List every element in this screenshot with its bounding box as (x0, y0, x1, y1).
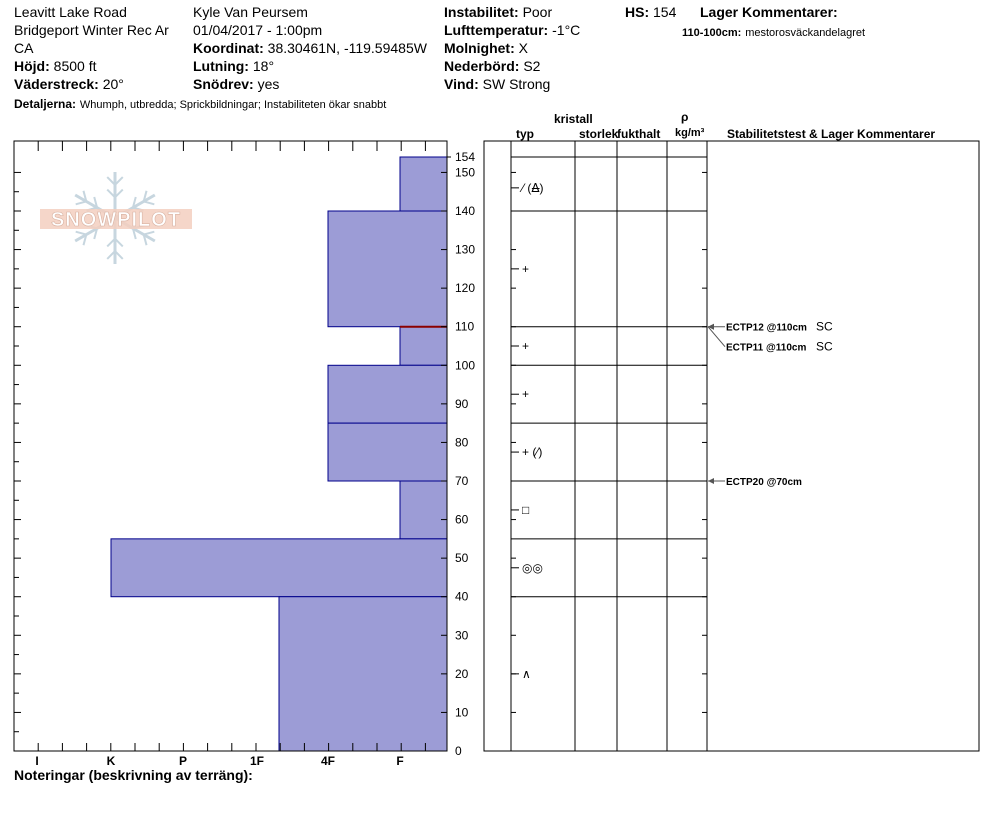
hardness-axis-label: P (178, 754, 188, 768)
depth-tick-label: 70 (455, 474, 469, 488)
hardness-layer-bar (400, 157, 447, 211)
location-name: Leavitt Lake Road (14, 4, 127, 20)
hardness-layer-bar (400, 327, 447, 366)
crystal-symbol: ⁄ (ᐃ̶) (522, 180, 544, 195)
logo-flake-branch (76, 232, 87, 235)
depth-tick-label: 130 (455, 242, 476, 257)
aspect-value: 20° (102, 76, 124, 92)
logo-text: SNOWPILOT (50, 209, 182, 231)
coord-label: Koordinat: (193, 40, 264, 56)
depth-tick-label: 40 (455, 589, 469, 604)
hardness-axis-label: F (396, 754, 404, 768)
hs-label: HS: (625, 4, 650, 20)
crystal-symbol: + (⁄) (522, 445, 543, 460)
details-value: Whumph, utbredda; Sprickbildningar; Instabiliteten ökar snabbt (79, 99, 387, 111)
instability-value: Poor (522, 4, 553, 20)
details-label: Detaljerna: (14, 97, 77, 111)
stability-test-score: SC (816, 319, 833, 334)
hardness-layer-bar (111, 539, 447, 597)
logo-flake-branch (144, 201, 155, 204)
logo-flake-branch (144, 232, 155, 235)
stability-test-name: ECTP11 @110cm (726, 342, 807, 354)
col-stability: Stabilitetstest & Lager Kommentarer (727, 127, 936, 141)
drift-label: Snödrev: (193, 76, 254, 92)
depth-tick-label: 120 (455, 281, 476, 296)
depth-tick-label: 30 (455, 628, 469, 643)
depth-tick-label: 110 (455, 319, 475, 334)
stability-arrow (708, 478, 714, 484)
observer-name: Kyle Van Peursem (193, 4, 308, 20)
depth-tick-label: 60 (455, 512, 469, 527)
col-rho: ρ (681, 110, 689, 124)
precip-label: Nederbörd: (444, 58, 520, 74)
stability-test-name: ECTP20 @70cm (726, 477, 802, 488)
crystal-symbol: □ (522, 502, 530, 517)
depth-tick-label: 140 (455, 204, 476, 218)
slope-label: Lutning: (193, 58, 249, 74)
wind-value: SW Strong (482, 76, 551, 92)
hs-value: 154 (653, 4, 677, 20)
depth-tick-label: 80 (455, 435, 469, 450)
layer-comment-text: mestorosväckandelagret (745, 27, 866, 39)
sky-value: X (518, 40, 528, 56)
crystal-symbol: + (522, 387, 530, 402)
drift-value: yes (257, 76, 280, 92)
precip-value: S2 (523, 58, 541, 74)
snowpilot-logo (40, 172, 192, 264)
state-name: CA (14, 40, 34, 56)
depth-tick-label: 100 (455, 358, 476, 373)
crystal-symbol: + (522, 339, 530, 353)
layer-comment-range: 110-100cm: (682, 27, 742, 39)
depth-tick-label: 150 (455, 165, 476, 180)
table-frame (484, 141, 979, 751)
col-moisture: fukthalt (617, 127, 661, 141)
notes-label: Noteringar (beskrivning av terräng): (14, 767, 253, 783)
depth-tick-label: 50 (455, 551, 469, 566)
area-name: Bridgeport Winter Rec Ar (14, 22, 169, 38)
col-crystal: kristall (554, 112, 593, 126)
total-depth-label: 154 (455, 150, 476, 164)
depth-tick-label: 90 (455, 396, 469, 411)
airtemp-value: -1°C (552, 22, 581, 38)
observation-datetime: 01/04/2017 - 1:00pm (193, 22, 323, 38)
depth-tick-label: 0 (455, 744, 462, 758)
hardness-axis-label: K (106, 754, 116, 768)
layer-comments-label: Lager Kommentarer: (700, 4, 838, 20)
aspect-label: Väderstreck: (14, 76, 99, 92)
sky-label: Molnighet: (444, 40, 515, 56)
coord-value: 38.30461N, -119.59485W (267, 40, 427, 56)
stability-test-score: SC (816, 339, 833, 354)
elevation-label: Höjd: (14, 58, 50, 74)
hardness-axis-label: 4F (320, 754, 336, 768)
instability-label: Instabilitet: (444, 4, 519, 20)
slope-value: 18° (252, 58, 275, 74)
crystal-symbol: ∧ (522, 666, 531, 681)
wind-label: Vind: (444, 76, 479, 92)
col-type: typ (516, 127, 534, 141)
hardness-layer-bar (328, 423, 447, 481)
airtemp-label: Lufttemperatur: (444, 22, 549, 38)
stability-arrow (708, 324, 714, 330)
stability-test-name: ECTP12 @110cm (726, 322, 807, 334)
hardness-layer-bar (328, 211, 447, 327)
crystal-symbol: ◎◎ (522, 560, 543, 575)
hardness-layer-bar (400, 481, 447, 539)
col-size: storlek (579, 127, 619, 141)
depth-tick-label: 10 (455, 705, 469, 720)
depth-tick-label: 20 (455, 666, 469, 681)
elevation-value: 8500 ft (53, 58, 97, 74)
hardness-axis-label: 1F (249, 754, 265, 768)
logo-flake-branch (76, 201, 87, 204)
hardness-layer-bar (328, 365, 447, 423)
col-density-unit: kg/m³ (675, 127, 705, 139)
hardness-axis-label: I (35, 754, 39, 768)
hardness-layer-bar (279, 597, 447, 751)
stability-leader (708, 327, 725, 347)
crystal-symbol: + (522, 261, 530, 276)
